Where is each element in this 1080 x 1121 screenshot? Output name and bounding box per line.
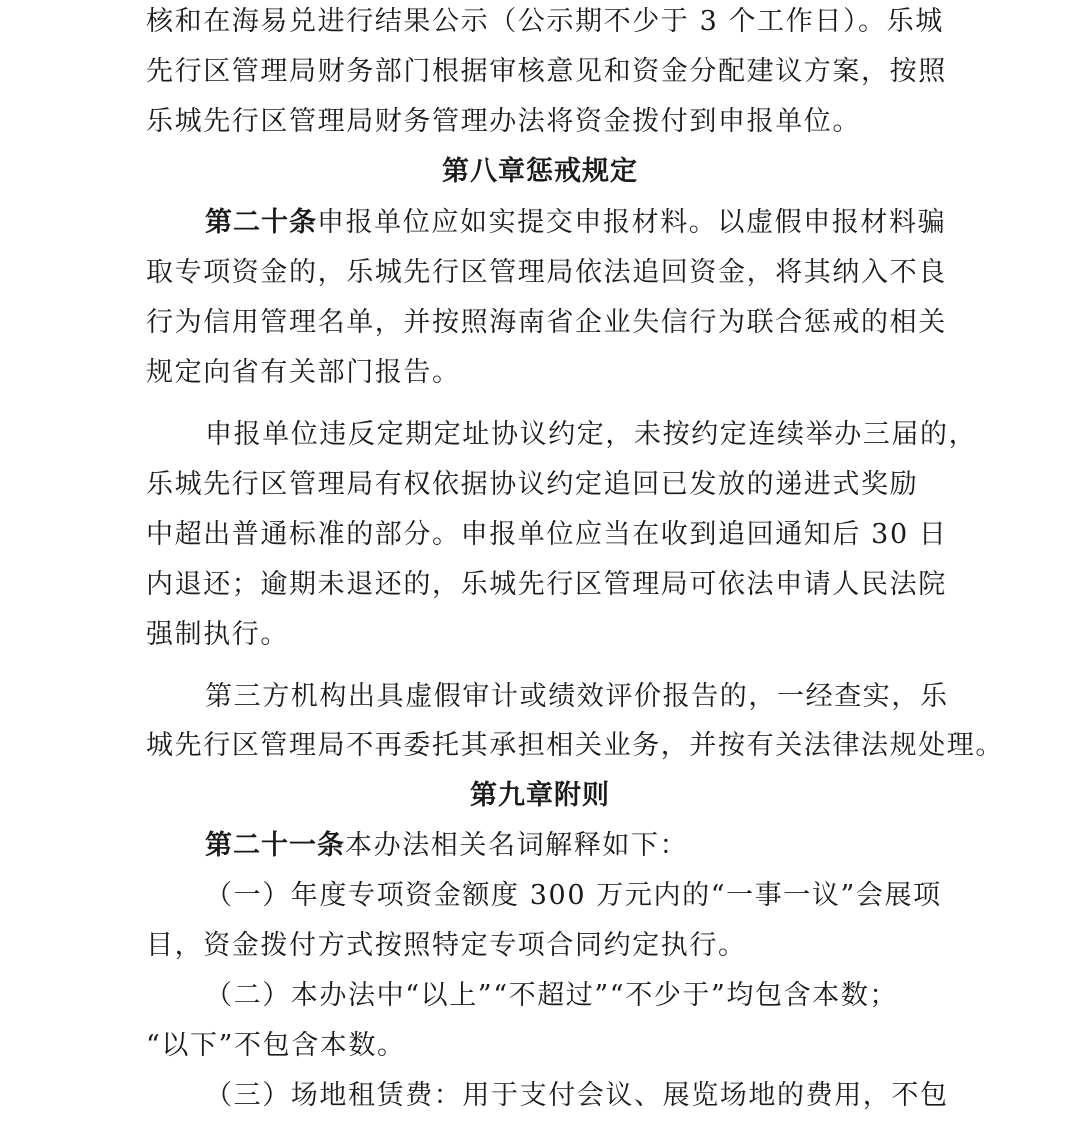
paragraph-line: 乐城先行区管理局有权依据协议约定追回已发放的递进式奖励 <box>146 469 919 500</box>
paragraph-line: 行为信用管理名单，并按照海南省企业失信行为联合惩戒的相关 <box>146 307 947 338</box>
paragraph-line: 核和在海易兑进行结果公示（公示期不少于 3 个工作日）。乐城 <box>146 6 944 37</box>
paragraph-line: 申报单位违反定期定址协议约定，未按约定连续举办三届的， <box>205 419 978 450</box>
article-label: 第二十条 <box>205 207 317 238</box>
paragraph-line: 取专项资金的，乐城先行区管理局依法追回资金，将其纳入不良 <box>146 257 947 288</box>
paragraph-line: 城先行区管理局不再委托其承担相关业务，并按有关法律法规处理。 <box>146 730 1004 761</box>
article-text: 本办法相关名词解释如下： <box>345 830 689 861</box>
paragraph-line: 规定向省有关部门报告。 <box>146 357 461 388</box>
paragraph-line: 乐城先行区管理局财务管理办法将资金拨付到申报单位。 <box>146 106 861 137</box>
article-label: 第二十一条 <box>205 830 345 861</box>
paragraph-line: 中超出普通标准的部分。申报单位应当在收到追回通知后 30 日 <box>146 519 948 550</box>
list-item-line: “以下”不包含本数。 <box>146 1030 406 1061</box>
paragraph-line: 内退还；逾期未退还的，乐城先行区管理局可依法申请人民法院 <box>146 569 947 600</box>
paragraph-line: 强制执行。 <box>146 619 289 650</box>
list-item-line: （二）本办法中“以上”“不超过”“不少于”均包含本数； <box>205 980 899 1011</box>
article-first-line <box>205 826 1005 866</box>
paragraph-line: 先行区管理局财务部门根据审核意见和资金分配建议方案，按照 <box>146 56 947 87</box>
chapter-heading: 第九章附则 <box>470 780 610 811</box>
list-item-line: 目，资金拨付方式按照特定专项合同约定执行。 <box>146 930 747 961</box>
list-item-line: （三）场地租赁费：用于支付会议、展览场地的费用，不包 <box>205 1080 949 1111</box>
chapter-heading: 第八章惩戒规定 <box>442 156 638 187</box>
article-text: 申报单位应如实提交申报材料。以虚假申报材料骗 <box>317 207 947 238</box>
paragraph-line: 第三方机构出具虚假审计或绩效评价报告的，一经查实，乐 <box>205 681 949 712</box>
article-first-line <box>205 203 1005 243</box>
list-item-line: （一）年度专项资金额度 300 万元内的“一事一议”会展项 <box>205 880 942 911</box>
